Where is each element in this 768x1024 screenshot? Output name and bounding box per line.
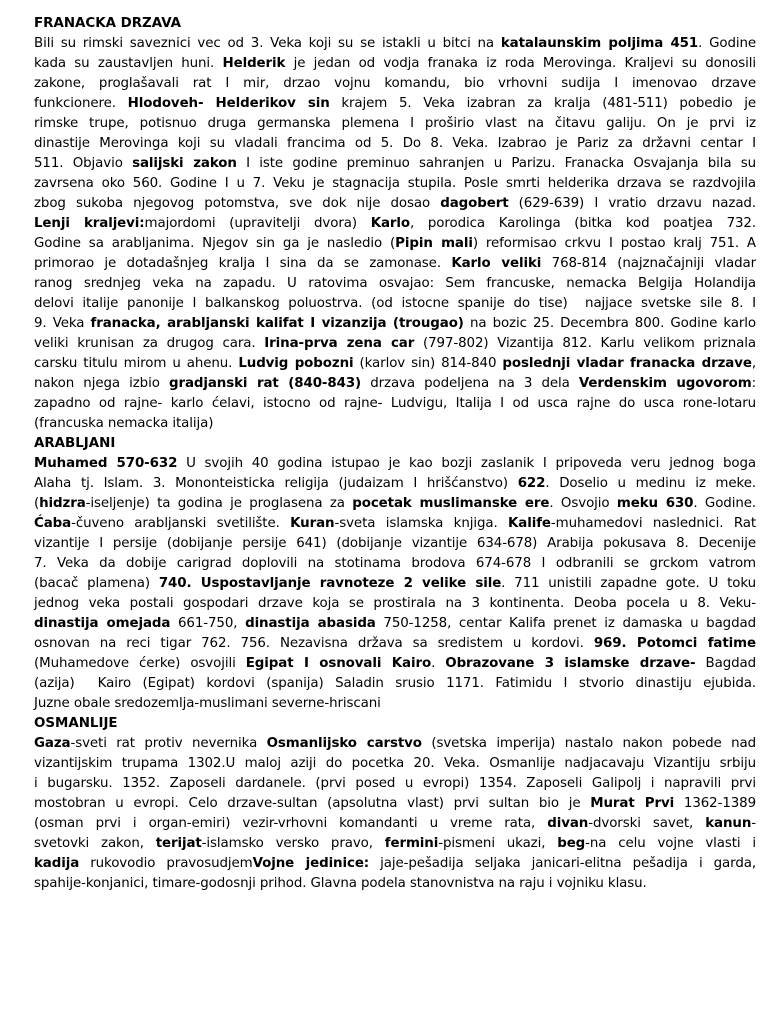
bold-term: Gaza (34, 736, 71, 751)
bold-term: 969. Potomci fatime (593, 636, 756, 651)
text-run: 7. Veka da dobije carigrad doplovili na stotinama brodova 674-678 I odbranili se grckom vatrom (34, 556, 756, 571)
text-run: -čuveno arabljanski svetilište. (71, 516, 291, 531)
text-line (34, 634, 756, 654)
text-line (34, 454, 756, 474)
text-line (34, 594, 756, 614)
text-run: Alaha tj. Islam. 3. Mononteisticka religija (judaizam I hrišćanstvo) (34, 476, 518, 491)
text-run: osnovan na reci tigar 762. 756. Nezavisna država sa sredistem u kordovi. (34, 636, 594, 651)
text-run: -pismeni ukazi, (438, 836, 558, 851)
text-run: zapadno od rajne- karlo ćelavi, istocno od rajne- Ludvigu, Italija I od usca rajne do usca rone-lotaru (34, 396, 756, 411)
text-run: . 711 unistili zapadne gote. U toku (501, 576, 756, 591)
text-line (34, 774, 756, 794)
bold-term: Vojne jedinice: (252, 856, 370, 871)
text-line (34, 694, 756, 714)
text-run: . Doselio u medinu iz meke. (545, 476, 756, 491)
text-line (34, 54, 756, 74)
text-run: -na celu vojne vlasti i (585, 836, 756, 851)
text-run: mostobran u evropi. Celo drzave-sultan (apsolutna vlast) prvi sultan bio je (34, 796, 591, 811)
text-line (34, 474, 756, 494)
text-line (34, 214, 756, 234)
text-run: 768-814 (najznačajniji vladar (541, 256, 756, 271)
text-line (34, 374, 756, 394)
text-run: : (751, 376, 756, 391)
text-line (34, 74, 756, 94)
text-run: zavrsena oko 560. Godine I u 7. Veku je stagnacija stupila. Posle smrti helderika drzava se razdvojila (34, 176, 756, 191)
bold-term: franacka, arabljanski kalifat I vizanzija (trougao) (90, 316, 464, 331)
bold-term: Ludvig pobozni (238, 356, 354, 371)
text-line (34, 234, 756, 254)
text-run: ranog srednjeg veka na zapadu. U ratovima osvajao: Sem francuske, nemacka Belgija Holandija (34, 276, 756, 291)
bold-term: dinastija abasida (245, 616, 376, 631)
bold-term: Hlodoveh- Helderikov sin (127, 96, 330, 111)
text-run: dinastije Merovinga koji su vladali francima od 5. Do 8. Veka. Izabrao je Pariz za državni centar I (34, 136, 756, 151)
bold-term: meku 630 (616, 496, 694, 511)
text-run: (Muhamedove ćerke) osvojili (34, 656, 246, 671)
text-line (34, 734, 756, 754)
text-run: Bili su rimski saveznici vec od 3. Veka koji su se istakli u bitci na (34, 36, 501, 51)
bold-term: hidzra (39, 496, 86, 511)
text-run: (svetska imperija) nastalo nakon pobede nad (421, 736, 756, 751)
bold-term: Irina-prva zena car (264, 336, 415, 351)
text-line (34, 674, 756, 694)
text-run: 661-750, (170, 616, 246, 631)
text-line (34, 754, 756, 774)
text-run: drzava podeljena na 3 dela (361, 376, 579, 391)
text-line (34, 814, 756, 834)
bold-term: 740. Uspostavljanje ravnoteze 2 velike sile (158, 576, 502, 591)
bold-term: Muhamed 570-632 (34, 456, 178, 471)
text-run: , (751, 356, 756, 371)
section-heading: ARABLJANI (34, 436, 116, 451)
bold-term: fermini (384, 836, 439, 851)
text-run: 750-1258, centar Kalifa prenet iz damaska u bagdad (375, 616, 756, 631)
text-run: I iste godine preminuo sahranjen u Parizu. Franacka Osvajanja bila su (236, 156, 756, 171)
text-run: primorao je dotadašnjeg kralja I sina da se zamonase. (34, 256, 452, 271)
bold-term: Karlo veliki (451, 256, 542, 271)
text-line (34, 654, 756, 674)
bold-term: Karlo (370, 216, 410, 231)
text-run: - (751, 816, 757, 831)
bold-term: Kuran (290, 516, 335, 531)
text-run: . (431, 656, 446, 671)
text-line (34, 254, 756, 274)
text-run: Juzne obale sredozemlja-muslimani severne-hriscani (34, 696, 381, 711)
bold-term: Pipin mali (395, 236, 473, 251)
text-run: Godine sa arabljanima. Njegov sin ga je nasledio ( (34, 236, 396, 251)
text-run: jednog veka postali gospodari drzave koja se prostirala na 3 kontinenta. Deoba pocela u 8. Veku- (34, 596, 756, 611)
text-line (34, 834, 756, 854)
text-run: . Godine (698, 36, 756, 51)
text-run: (629-639) I vratio drzavu nazad. (508, 196, 756, 211)
text-run: krajem 5. Veka izabran za kralja (481-511) pobedio je (329, 96, 757, 111)
text-line (34, 134, 756, 154)
text-run: svetovki zakon, (34, 836, 156, 851)
text-run: i bugarsku. 1352. Zaposeli dardanele. (prvi posed u evropi) 1354. Zaposeli Galipolj i napravili prvi (34, 776, 756, 791)
text-run: (797-802) Vizantija 812. Karlu velikom priznala (414, 336, 756, 351)
text-line (34, 354, 756, 374)
text-run: -sveta islamska knjiga. (334, 516, 508, 531)
bold-term: beg (557, 836, 586, 851)
text-run: veliki krunisan za drugog cara. (34, 336, 265, 351)
text-run: ( (34, 496, 40, 511)
text-run: 1362-1389 (674, 796, 756, 811)
text-line (34, 334, 756, 354)
text-run: (francuska nemacka italija) (34, 416, 214, 431)
text-run: spahije-konjanici, timare-godosnji prihod. Glavna podela stanovnistva na raju i vojniku klasu. (34, 876, 647, 891)
bold-term: terijat (155, 836, 202, 851)
text-line (34, 394, 756, 414)
bold-term: kadija (34, 856, 80, 871)
text-run: U svojih 40 godina istupao je kao bozji zaslanik I pripoveda veru jednog boga (177, 456, 757, 471)
section-heading: FRANACKA DRZAVA (34, 16, 182, 31)
text-run: funkcionere. (34, 96, 128, 111)
text-line (34, 34, 756, 54)
text-line (34, 114, 756, 134)
bold-term: poslednji vladar franacka drzave (502, 356, 752, 371)
bold-term: Helderik (222, 56, 286, 71)
text-line (34, 874, 756, 894)
bold-term: Ćaba (34, 516, 72, 531)
text-line (34, 414, 756, 434)
bold-term: salijski zakon (132, 156, 237, 171)
text-run: delovi italije panonije I balkanskog poluostrva. (od istocne spanije do tise) najjace svetske sile 8. I (34, 296, 756, 311)
text-run: nakon njega izbio (34, 376, 169, 391)
bold-term: Lenji kraljevi: (34, 216, 145, 231)
bold-term: 622 (517, 476, 546, 491)
text-run: -muhamedovi naslednici. Rat (550, 516, 756, 531)
text-run: zbog sukoba njegovog potomstva, sve dok nije dosao (34, 196, 441, 211)
text-line (34, 174, 756, 194)
bold-term: Egipat I osnovali Kairo (245, 656, 432, 671)
text-run: kada su zaustavljen huni. (34, 56, 223, 71)
bold-term: gradjanski rat (840-843) (168, 376, 362, 391)
text-line (34, 794, 756, 814)
text-run: rukovodio pravosudjem (79, 856, 253, 871)
bold-term: Kalife (508, 516, 551, 531)
text-line (34, 314, 756, 334)
text-run: , porodica Karolinga (bitka kod poatjea 732. (410, 216, 756, 231)
text-run: vizantije I persije (dobijanje persije 641) (dobijanje vizantije 634-678) Arabija pokusava 8. Decenije (34, 536, 756, 551)
text-run: Bagdad (695, 656, 756, 671)
section-paragraph (34, 734, 756, 894)
text-run: vizantijskim trupama 1302.U maloj aziji do pocetka 20. Veka. Osmanlije nadjacavaju Vizantiju srbiju (34, 756, 756, 771)
text-run: carsku titulu mirom u ahenu. (34, 356, 239, 371)
text-run: -dvorski savet, (588, 816, 706, 831)
text-run: (azija) Kairo (Egipat) kordovi (spanija) Saladin srusio 1171. Fatimidu I stvorio dinastiju ejubida. (34, 676, 756, 691)
text-run: majordomi (upravitelji dvora) (144, 216, 371, 231)
text-run: -sveti rat protiv nevernika (70, 736, 267, 751)
text-run: 511. Objavio (34, 156, 133, 171)
text-run: na bozic 25. Decembra 800. Godine karlo (463, 316, 757, 331)
text-line (34, 494, 756, 514)
text-run: rimske trupe, potisnuo druga germanska plemena I proširio vlast na čitavu galiju. On je prvi iz (34, 116, 756, 131)
text-run: zakone, proglašavali rat I mir, drzao vojnu komandu, bio vrhovni sudija I imenovao drzave (34, 76, 756, 91)
bold-term: Obrazovane 3 islamske drzave- (445, 656, 696, 671)
text-line (34, 854, 756, 874)
text-line (34, 94, 756, 114)
text-line (34, 274, 756, 294)
bold-term: divan (547, 816, 589, 831)
text-line (34, 514, 756, 534)
section-heading: OSMANLIJE (34, 716, 118, 731)
text-run: . Osvojio (549, 496, 617, 511)
bold-term: Verdenskim ugovorom (578, 376, 752, 391)
text-run: 9. Veka (34, 316, 91, 331)
text-line (34, 534, 756, 554)
text-run: -islamsko versko pravo, (201, 836, 385, 851)
text-line (34, 154, 756, 174)
bold-term: Murat Prvi (590, 796, 675, 811)
bold-term: kanun (705, 816, 752, 831)
text-run: (bacač plamena) (34, 576, 159, 591)
text-run: ) reformisao crkvu I postao kralj 751. A (472, 236, 756, 251)
bold-term: Osmanlijsko carstvo (266, 736, 422, 751)
text-line (34, 614, 756, 634)
bold-term: dinastija omejada (34, 616, 171, 631)
bold-term: dagobert (440, 196, 509, 211)
text-run: (osman prvi i organ-emiri) vezir-vrhovni komandanti u vreme rata, (34, 816, 548, 831)
text-line (34, 294, 756, 314)
text-line (34, 194, 756, 214)
bold-term: katalaunskim poljima 451 (500, 36, 699, 51)
section-paragraph (34, 454, 756, 714)
text-run: . Godine. (693, 496, 756, 511)
text-run: je jedan od vodja franaka iz roda Merovinga. Kraljevi su donosili (285, 56, 756, 71)
text-run: -iseljenje) ta godina je proglasena za (85, 496, 353, 511)
text-line (34, 574, 756, 594)
text-run: (karlov sin) 814-840 (353, 356, 503, 371)
text-run: jaje-pešadija seljaka janicari-elitna pešadija i garda, (369, 856, 756, 871)
bold-term: pocetak muslimanske ere (352, 496, 550, 511)
text-line (34, 554, 756, 574)
section-paragraph (34, 34, 756, 434)
